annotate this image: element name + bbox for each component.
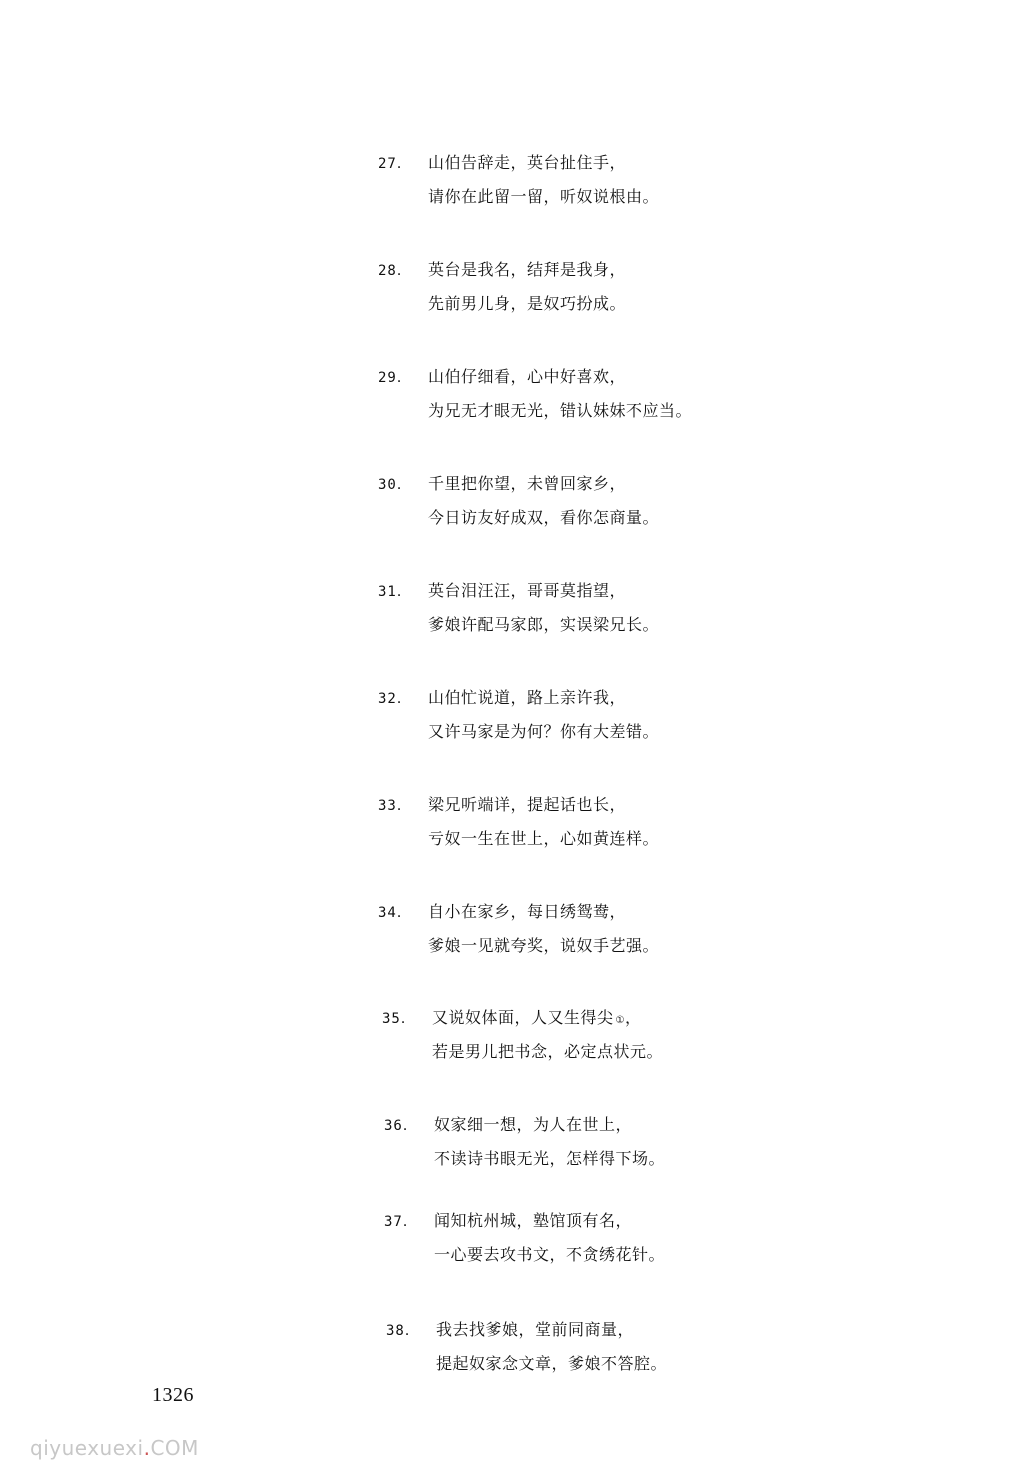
verse-line-2: 不读诗书眼无光，怎样得下场。: [434, 1149, 666, 1168]
verse-text: 我去找爹娘，堂前同商量，: [436, 1320, 635, 1339]
verse-line-2: 若是男儿把书念，必定点状元。: [432, 1042, 664, 1061]
verse-line-1: [378, 257, 838, 291]
verse-text: 千里把你望，未曾回家乡，: [428, 474, 627, 493]
verse-number: 38．: [386, 1323, 420, 1339]
verse: [378, 792, 838, 849]
verse-line-1: [384, 1112, 844, 1146]
verse-number: 37．: [384, 1214, 418, 1230]
footnote-marker: ①: [615, 1015, 625, 1026]
verse-number: 28．: [378, 263, 412, 279]
verse-line-2: 又许马家是为何？你有大差错。: [428, 722, 660, 741]
verse-number: 32．: [378, 691, 412, 707]
verse: [378, 471, 838, 528]
watermark-dot: .: [143, 1436, 151, 1460]
verse: [378, 150, 838, 207]
verse-text: 奴家细一想，为人在世上，: [434, 1115, 633, 1134]
verse: [378, 257, 838, 314]
watermark-suffix: COM: [150, 1436, 199, 1460]
verse: [384, 1112, 844, 1169]
watermark-text: qiyuexuexi: [30, 1436, 144, 1460]
verse-number: 35．: [382, 1011, 416, 1027]
verse-line-1: [378, 685, 838, 719]
verse-line-2: 亏奴一生在世上，心如黄连样。: [428, 829, 660, 848]
verse-number: 34．: [378, 905, 412, 921]
verse-text: 英台是我名，结拜是我身，: [428, 260, 627, 279]
verse: [378, 685, 838, 742]
verse: [386, 1317, 846, 1374]
verse-number: 29．: [378, 370, 412, 386]
verse-line-2: 先前男儿身，是奴巧扮成。: [428, 294, 627, 313]
verse-text: 山伯忙说道，路上亲许我，: [428, 688, 627, 707]
verse-line-1: [378, 364, 838, 398]
verse: [378, 364, 838, 421]
verse-line-1: [384, 1208, 844, 1242]
verse-line-1: [378, 150, 838, 184]
verse-line-2: 今日访友好成双，看你怎商量。: [428, 508, 660, 527]
verse-number: 36．: [384, 1118, 418, 1134]
verse-text: 闻知杭州城，塾馆顶有名，: [434, 1211, 633, 1230]
verse: [378, 578, 838, 635]
verse-line-1: [378, 578, 838, 612]
watermark: [30, 1436, 199, 1460]
verse-text: 山伯告辞走，英台扯住手，: [428, 153, 627, 172]
verse-number: 30．: [378, 477, 412, 493]
page-number: 1326: [152, 1384, 194, 1406]
verse-line-2: 为兄无才眼无光，错认妹妹不应当。: [428, 401, 693, 420]
verse-line-2: 爹娘许配马家郎，实误梁兄长。: [428, 615, 660, 634]
verse: [382, 1005, 842, 1062]
verse-text: 梁兄听端详，提起话也长，: [428, 795, 627, 814]
verse-text-end: ，: [624, 1008, 642, 1027]
verse: [378, 899, 838, 956]
verse-text: 又说奴体面，人又生得尖: [432, 1008, 614, 1027]
verse-line-2: 请你在此留一留，听奴说根由。: [428, 187, 660, 206]
verse-line-1: [378, 471, 838, 505]
verse-line-1: [378, 792, 838, 826]
verse-text: 英台泪汪汪，哥哥莫指望，: [428, 581, 627, 600]
verse-line-2: 一心要去攻书文，不贪绣花针。: [434, 1245, 666, 1264]
verse-text: 山伯仔细看，心中好喜欢，: [428, 367, 627, 386]
verse-line-1: [386, 1317, 846, 1351]
verse: [384, 1208, 844, 1265]
verse-number: 33．: [378, 798, 412, 814]
verse-text: 自小在家乡，每日绣鸳鸯，: [428, 902, 627, 921]
verse-line-2: 爹娘一见就夸奖，说奴手艺强。: [428, 936, 660, 955]
verse-line-1: [378, 899, 838, 933]
verse-number: 27．: [378, 156, 412, 172]
verse-number: 31．: [378, 584, 412, 600]
verse-line-2: 提起奴家念文章，爹娘不答腔。: [436, 1354, 668, 1373]
verse-line-1: [382, 1005, 842, 1039]
